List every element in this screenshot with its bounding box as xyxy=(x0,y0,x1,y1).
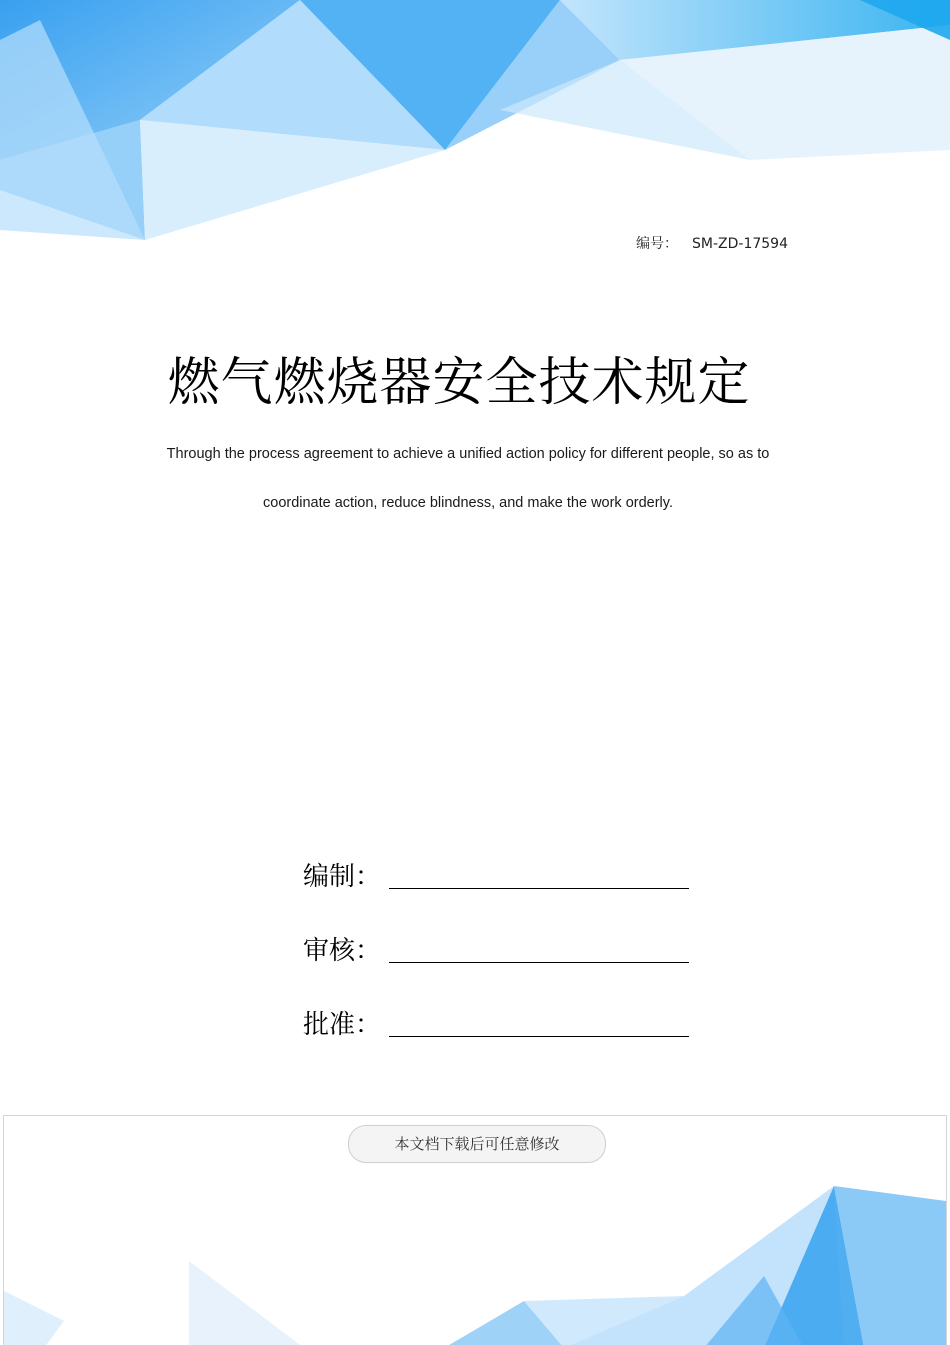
signature-line-reviewer[interactable] xyxy=(389,962,689,963)
subtitle-line-2: coordinate action, reduce blindness, and make the work orderly. xyxy=(263,495,673,511)
document-number-label: 编号： xyxy=(636,236,679,252)
signature-line-approver[interactable] xyxy=(389,1036,689,1037)
signature-label-reviewer: 审核： xyxy=(303,936,382,966)
subtitle-line-1: Through the process agreement to achieve a unified action policy for different people, so as to xyxy=(166,446,770,462)
header-decoration xyxy=(0,0,950,260)
signature-row-reviewer xyxy=(303,930,703,966)
download-notice-badge: 本文档下载后可任意修改 xyxy=(348,1125,606,1163)
footer-panel xyxy=(3,1115,947,1345)
document-title: 燃气燃烧器安全技术规定 xyxy=(167,353,751,413)
document-number xyxy=(560,233,788,253)
document-number-value: SM-ZD-17594 xyxy=(692,236,788,252)
signature-row-approver xyxy=(303,1004,703,1040)
signature-label-compiler: 编制： xyxy=(303,862,382,892)
signature-label-approver: 批准： xyxy=(303,1010,382,1040)
signature-row-compiler xyxy=(303,856,703,892)
signature-line-compiler[interactable] xyxy=(389,888,689,889)
